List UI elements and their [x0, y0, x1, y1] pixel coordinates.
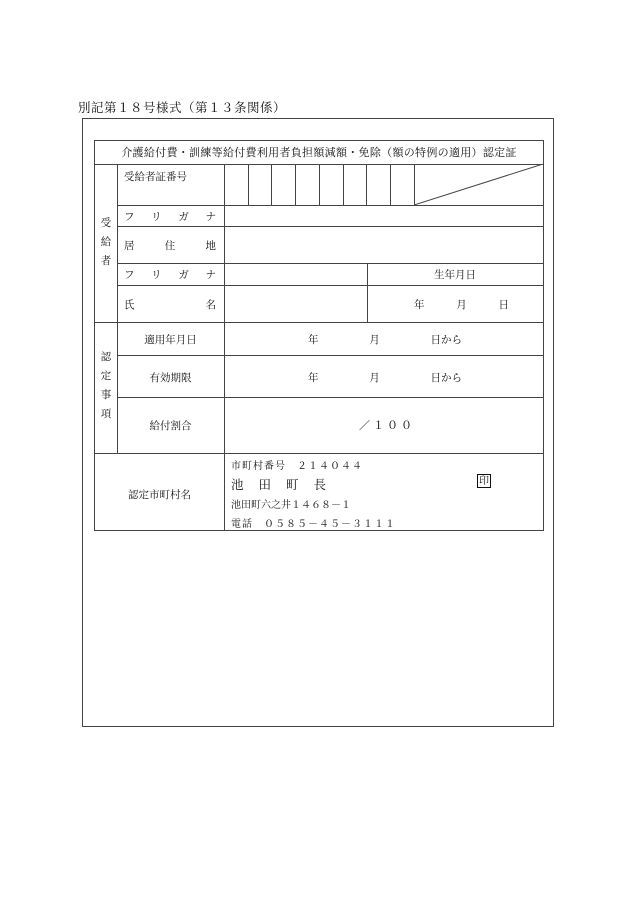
unused-area-diagonal: [414, 164, 544, 206]
digit-box-divider: [390, 164, 391, 205]
municipality-number: 市町村番号 ２１４０４４: [231, 461, 363, 472]
name-label: 氏 名: [124, 299, 216, 311]
digit-box-divider: [319, 164, 320, 205]
digit-box-divider: [248, 164, 249, 205]
certification-side-label: 認 定 事 項: [100, 351, 112, 420]
rule: [95, 453, 543, 454]
rule: [95, 322, 543, 323]
mayor-title: 池 田 町 長: [231, 477, 326, 492]
validity-value: 年 月 日から: [308, 372, 462, 384]
municipality-phone: 電話 ０５８５－４５－３１１１: [231, 519, 396, 530]
name-field[interactable]: [225, 286, 367, 322]
digit-box-divider: [343, 164, 344, 205]
furigana-label: フ リ ガ ナ: [124, 211, 216, 223]
rule: [117, 164, 118, 453]
digit-box-divider: [271, 164, 272, 205]
municipality-address: 池田町六之井１４６８－１: [231, 500, 351, 511]
certificate-form: [94, 140, 544, 531]
birthdate-value: 年 月 日: [414, 299, 509, 311]
furigana-field[interactable]: [225, 206, 543, 226]
form-number-heading: 別記第１８号様式（第１３条関係）: [78, 100, 287, 115]
applied-date-value: 年 月 日から: [308, 334, 462, 346]
certificate-number-label: 受給者証番号: [124, 171, 187, 183]
benefit-ratio-label: 給付割合: [149, 420, 192, 432]
furigana-label-2: フ リ ガ ナ: [124, 269, 216, 281]
furigana-field-2[interactable]: [225, 264, 367, 285]
validity-label: 有効期限: [149, 372, 192, 384]
rule: [117, 397, 543, 398]
birthdate-label: 生年月日: [434, 269, 476, 281]
applied-date-label: 適用年月日: [144, 334, 197, 346]
municipality-label: 認定市町村名: [128, 489, 191, 501]
digit-box-divider: [366, 164, 367, 205]
digit-box-divider: [295, 164, 296, 205]
address-field[interactable]: [225, 227, 543, 263]
rule: [117, 355, 543, 356]
official-seal-icon: 印: [479, 476, 489, 487]
recipient-side-label: 受 給 者: [100, 217, 112, 267]
form-title: 介護給付費・訓練等給付費利用者負担額減額・免除（額の特例の適用）認定証: [121, 146, 517, 159]
benefit-ratio-value: ／１００: [359, 419, 415, 432]
address-label: 居 住 地: [124, 240, 216, 252]
